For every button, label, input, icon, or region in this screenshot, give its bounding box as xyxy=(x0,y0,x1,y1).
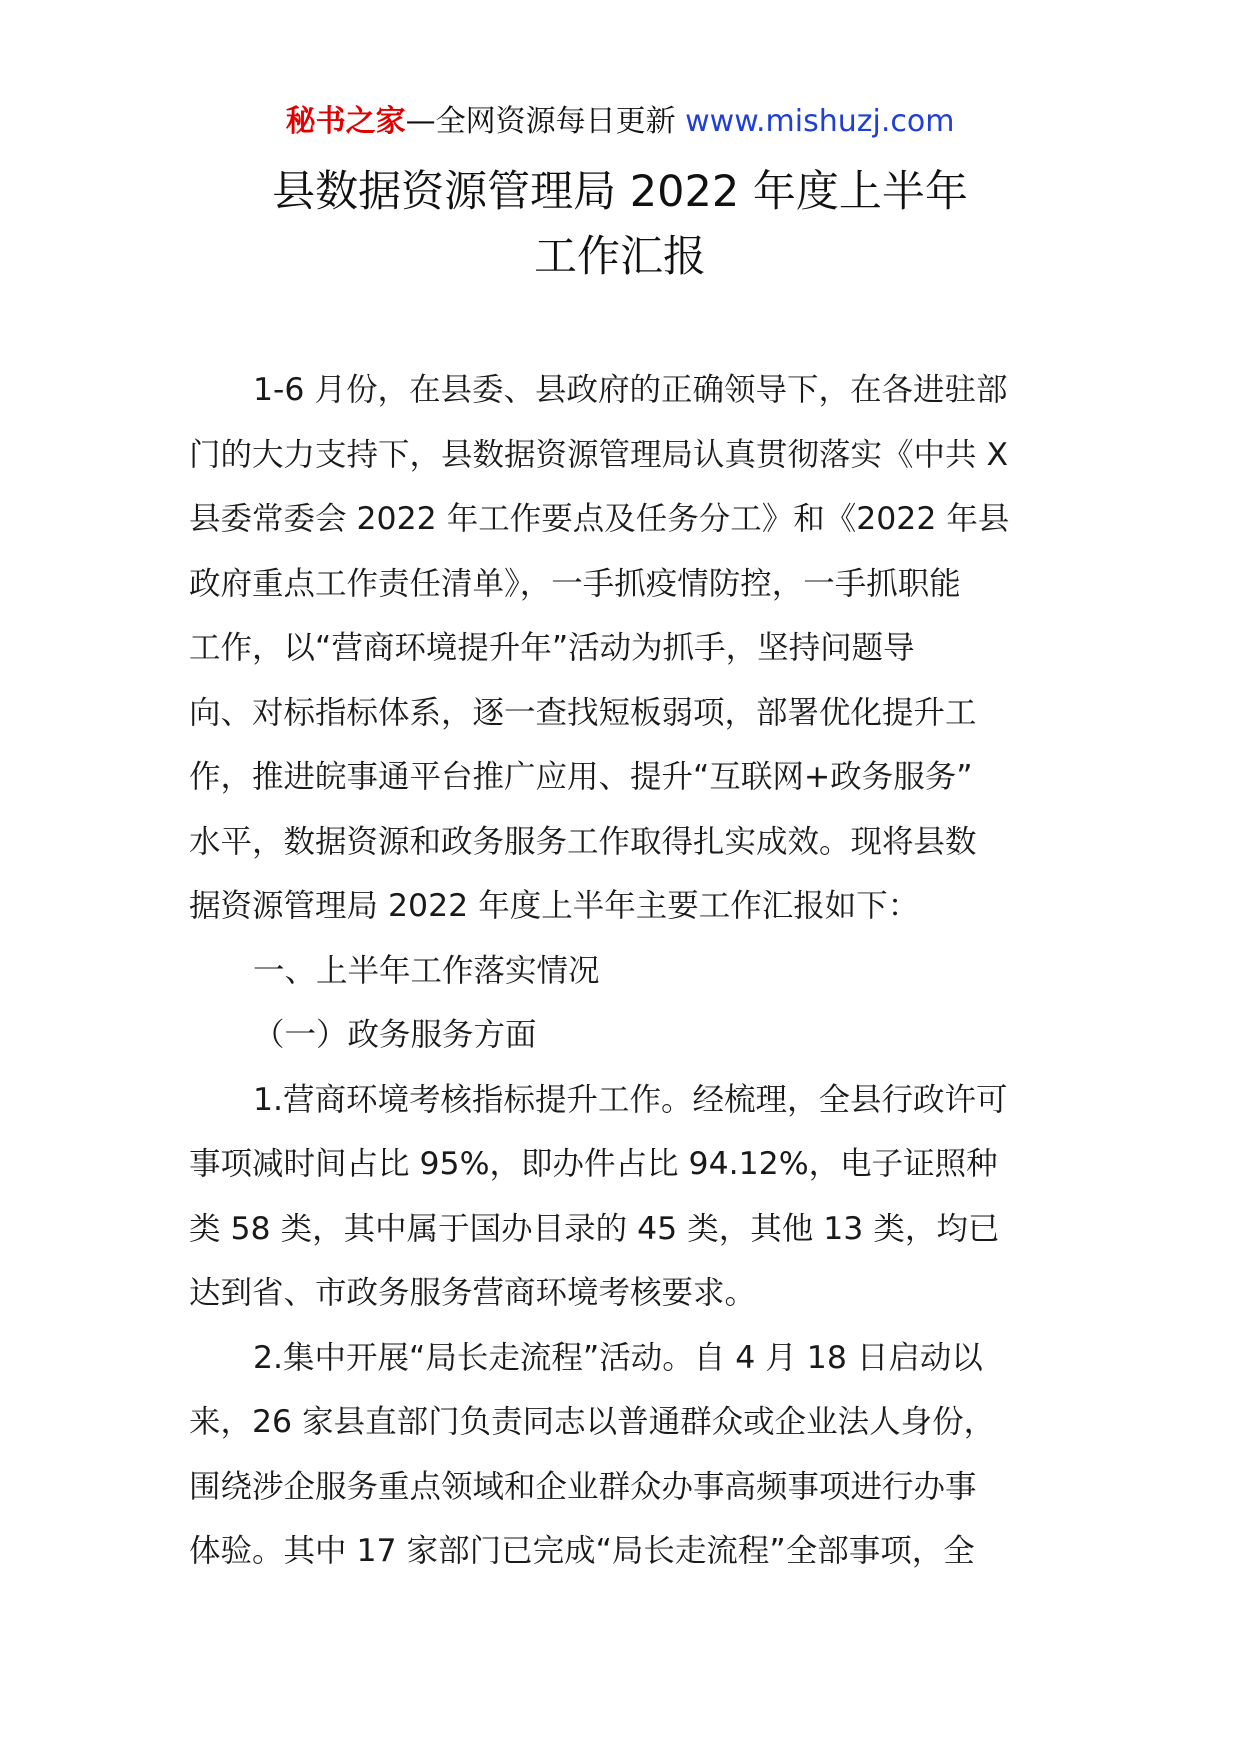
brand-name: 秘书之家 xyxy=(285,104,406,139)
body-line: 围绕涉企服务重点领域和企业群众办事高频事项进行办事 xyxy=(189,1468,977,1505)
body-line: 门的大力支持下，县数据资源管理局认真贯彻落实《中共 X xyxy=(189,436,1009,473)
subsection-heading: （一）政务服务方面 xyxy=(253,1017,537,1053)
body-line: 体验。其中 17 家部门已完成“局长走流程”全部事项，全 xyxy=(189,1533,975,1569)
body-line: 1.营商环境考核指标提升工作。经梳理，全县行政许可 xyxy=(253,1081,1008,1118)
body-line: 事项减时间占比 95%，即办件占比 94.12%，电子证照种 xyxy=(189,1146,998,1182)
section-heading: 一、上半年工作落实情况 xyxy=(253,952,600,989)
body-line: 据资源管理局 2022 年度上半年主要工作汇报如下： xyxy=(189,888,920,924)
body-line: 来，26 家县直部门负责同志以普通群众或企业法人身份， xyxy=(189,1404,996,1440)
site-url-link[interactable]: www.mishuzj.com xyxy=(685,104,955,139)
body-line: 向、对标指标体系，逐一查找短板弱项，部署优化提升工 xyxy=(189,694,977,731)
body-line: 县委常委会 2022 年工作要点及任务分工》和《2022 年县 xyxy=(189,501,1010,537)
body-line: 达到省、市政务服务营商环境考核要求。 xyxy=(189,1275,757,1311)
body-line: 2.集中开展“局长走流程”活动。自 4 月 18 日启动以 xyxy=(253,1339,983,1376)
document-body xyxy=(189,358,1054,1584)
body-line: 1-6 月份，在县委、县政府的正确领导下，在各进驻部 xyxy=(253,372,1008,408)
body-line: 工作，以“营商环境提升年”活动为抓手，坚持问题导 xyxy=(189,630,915,666)
banner-slogan: —全网资源每日更新 xyxy=(405,104,676,139)
document-title-line-1: 县数据资源管理局 2022 年度上半年 xyxy=(272,167,968,217)
body-line: 水平，数据资源和政务服务工作取得扎实成效。现将县数 xyxy=(189,823,977,860)
body-line: 类 58 类，其中属于国办目录的 45 类，其他 13 类，均已 xyxy=(189,1210,1000,1247)
document-title-line-2: 工作汇报 xyxy=(534,232,706,282)
body-line: 作，推进皖事通平台推广应用、提升“互联网+政务服务” xyxy=(189,759,973,795)
body-line: 政府重点工作责任清单》，一手抓疫情防控，一手抓职能 xyxy=(189,565,961,602)
site-banner xyxy=(0,100,1240,144)
